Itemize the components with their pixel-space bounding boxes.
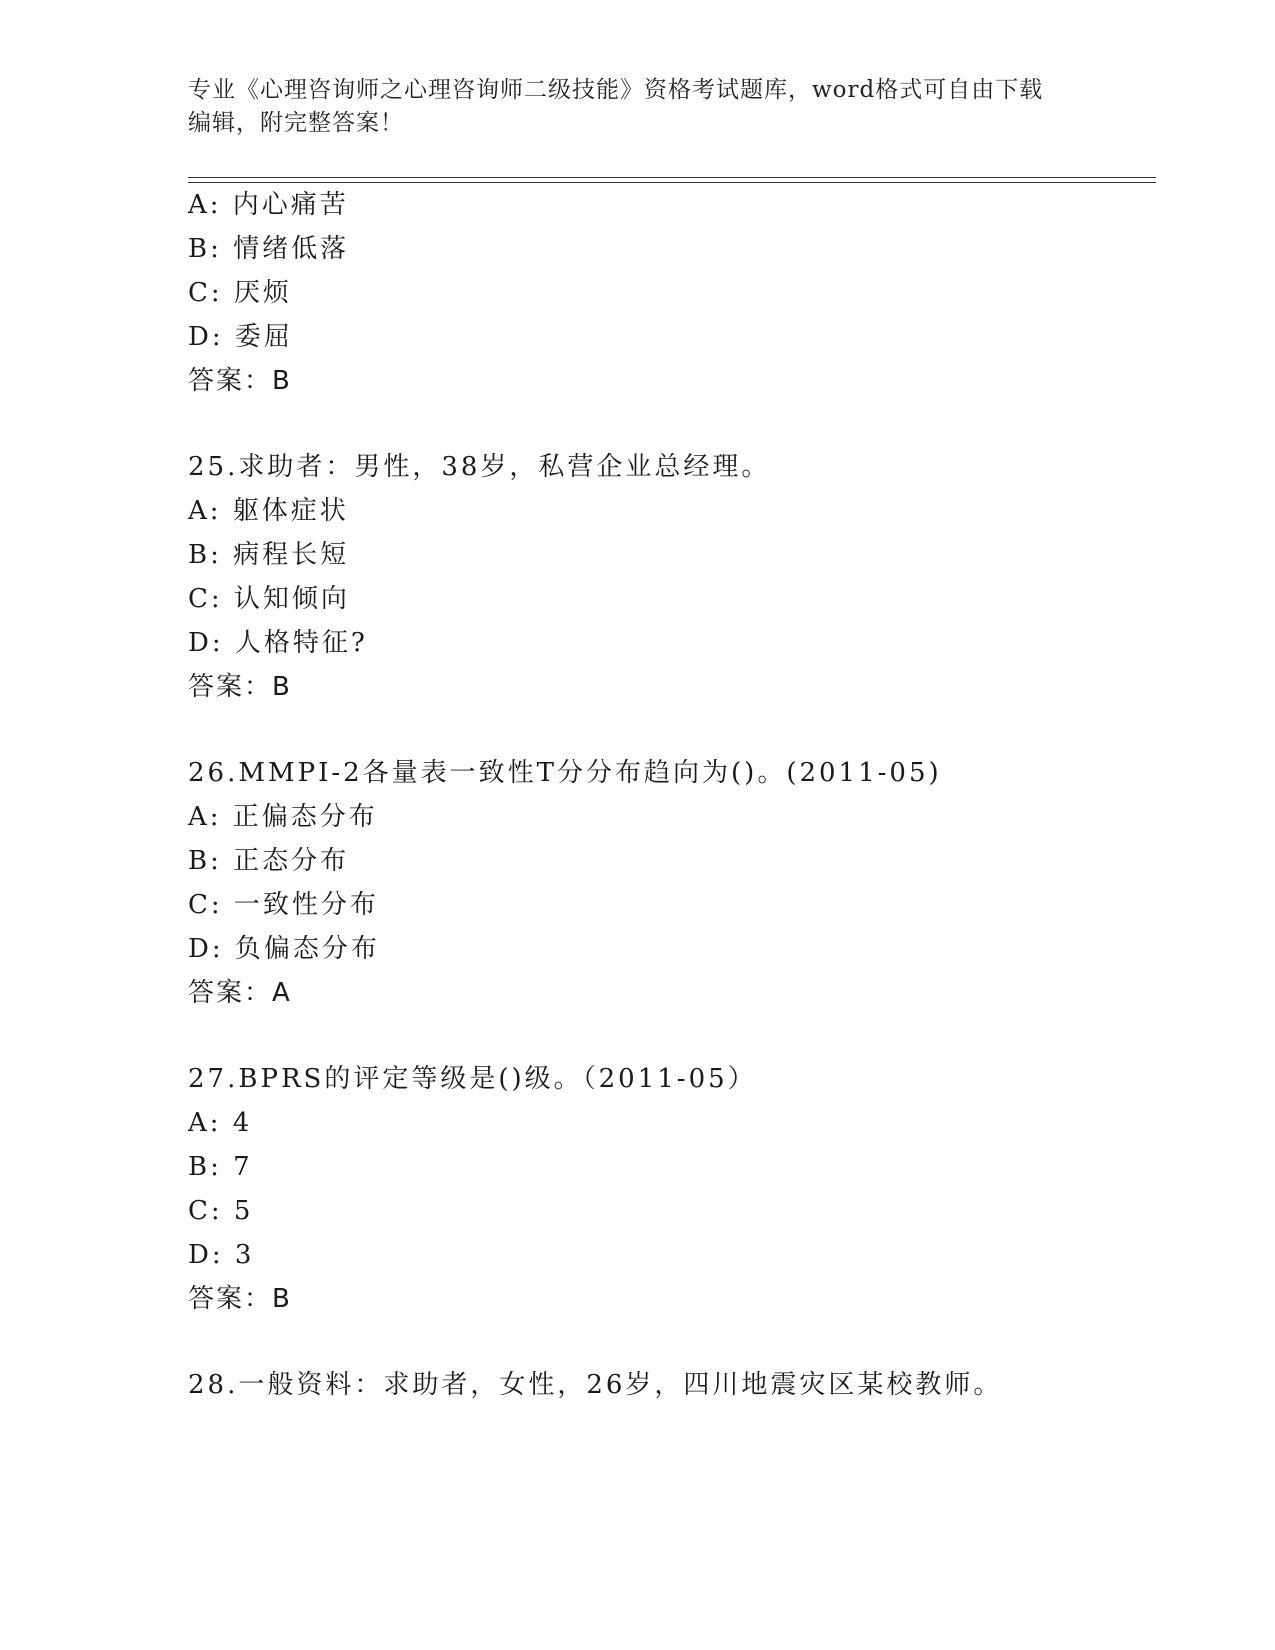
document-header xyxy=(188,74,1068,140)
answer: 答案：B xyxy=(188,366,292,396)
answer: 答案：B xyxy=(188,672,292,702)
header-line-2: 编辑，附完整答案！ xyxy=(188,110,404,136)
question-28: 28.一般资料：求助者，女性，26岁，四川地震灾区某校教师。 xyxy=(188,1370,1003,1400)
header-divider-top xyxy=(188,177,1156,178)
option-b: B: 正态分布 xyxy=(188,846,350,876)
option-b: B: 情绪低落 xyxy=(188,234,350,264)
question-27: 27.BPRS的评定等级是()级。（2011-05） xyxy=(188,1064,757,1094)
option-a: A: 4 xyxy=(188,1108,253,1138)
option-d: D: 3 xyxy=(188,1240,255,1270)
option-c: C: 一致性分布 xyxy=(188,890,379,920)
option-a: A: 内心痛苦 xyxy=(188,190,349,220)
option-a: A: 躯体症状 xyxy=(188,496,349,526)
answer: 答案：B xyxy=(188,1284,292,1314)
answer: 答案：A xyxy=(188,978,292,1008)
option-d: D: 负偏态分布 xyxy=(188,934,380,964)
option-b: B: 7 xyxy=(188,1152,253,1182)
question-26: 26.MMPI-2各量表一致性T分分布趋向为()。(2011-05) xyxy=(188,758,942,788)
header-divider-bottom xyxy=(188,182,1156,183)
option-c: C: 认知倾向 xyxy=(188,584,350,614)
option-a: A: 正偏态分布 xyxy=(188,802,378,832)
option-d: D: 人格特征? xyxy=(188,628,368,658)
option-b: B: 病程长短 xyxy=(188,540,350,570)
option-c: C: 厌烦 xyxy=(188,278,292,308)
option-c: C: 5 xyxy=(188,1196,254,1226)
question-25: 25.求助者：男性，38岁，私营企业总经理。 xyxy=(188,452,771,482)
header-line-1: 专业《心理咨询师之心理咨询师二级技能》资格考试题库，word格式可自由下载 xyxy=(188,77,1044,103)
option-d: D: 委屈 xyxy=(188,322,293,352)
